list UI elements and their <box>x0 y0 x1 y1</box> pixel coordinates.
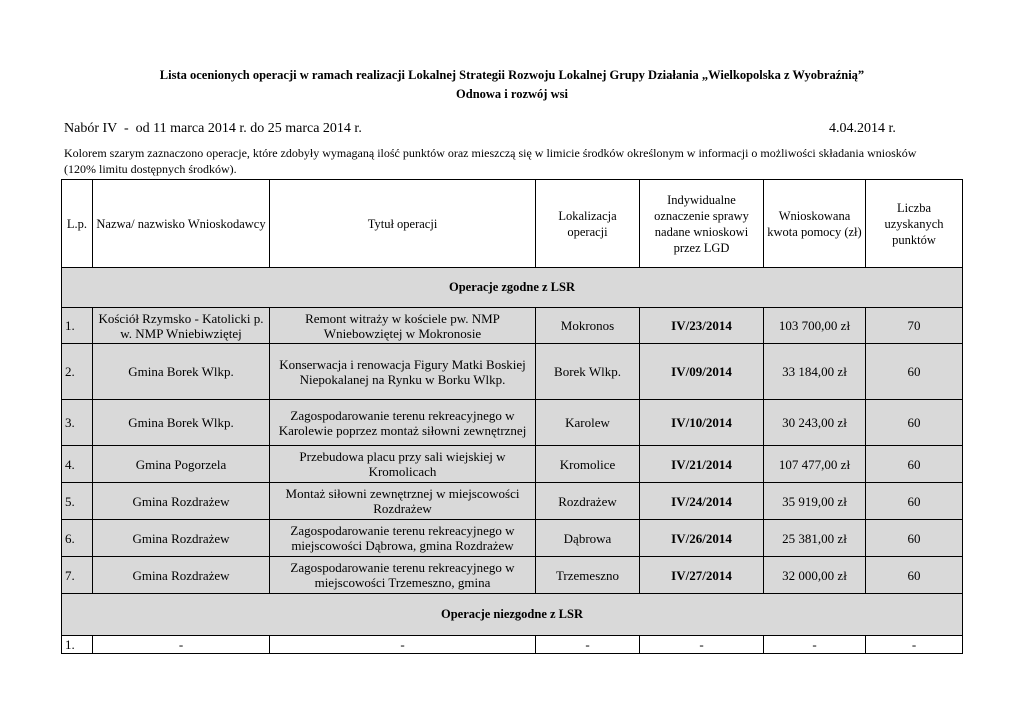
cell-lokalizacja: Mokronos <box>536 308 640 344</box>
cell-lp: 4. <box>62 446 93 483</box>
cell-nazwa: Gmina Pogorzela <box>93 446 270 483</box>
cell-punkty: 60 <box>866 520 963 557</box>
cell-nazwa: Gmina Rozdrażew <box>93 520 270 557</box>
cell-oznaczenie: - <box>640 636 764 654</box>
cell-kwota: 33 184,00 zł <box>764 344 866 400</box>
cell-nazwa: Gmina Borek Wlkp. <box>93 344 270 400</box>
section-row-zgodne <box>62 268 963 308</box>
cell-lokalizacja: - <box>536 636 640 654</box>
table-row <box>62 308 963 344</box>
cell-kwota: 107 477,00 zł <box>764 446 866 483</box>
col-header-nazwa: Nazwa/ nazwisko Wnioskodawcy <box>93 180 270 268</box>
cell-lokalizacja: Trzemeszno <box>536 557 640 594</box>
cell-oznaczenie: IV/27/2014 <box>640 557 764 594</box>
document-title <box>0 66 1024 104</box>
cell-kwota: 25 381,00 zł <box>764 520 866 557</box>
table-row <box>62 446 963 483</box>
table-row <box>62 520 963 557</box>
cell-lp: 2. <box>62 344 93 400</box>
cell-kwota: 35 919,00 zł <box>764 483 866 520</box>
col-header-punkty: Liczba uzyskanych punktów <box>866 180 963 268</box>
cell-lp: 5. <box>62 483 93 520</box>
cell-lokalizacja: Rozdrażew <box>536 483 640 520</box>
col-header-lokalizacja: Lokalizacja operacji <box>536 180 640 268</box>
cell-tytul <box>270 400 536 446</box>
cell-tytul-text: Zagospodarowanie terenu rekreacyjnego w Karolewie poprzez montaż siłowni zewnętrznej <box>278 407 527 438</box>
cell-punkty: 60 <box>866 344 963 400</box>
cell-lokalizacja: Karolew <box>536 400 640 446</box>
section-label-zgodne: Operacje zgodne z LSR <box>62 268 963 308</box>
cell-tytul: Montaż siłowni zewnętrznej w miejscowości Rozdrażew <box>270 483 536 520</box>
table-row <box>62 400 963 446</box>
cell-kwota: 32 000,00 zł <box>764 557 866 594</box>
cell-oznaczenie: IV/09/2014 <box>640 344 764 400</box>
section-label-niezgodne: Operacje niezgodne z LSR <box>62 594 963 636</box>
table-row <box>62 483 963 520</box>
cell-nazwa: Kościół Rzymsko - Katolicki p. w. NMP Wniebiwziętej <box>93 308 270 344</box>
title-line-2: Odnowa i rozwój wsi <box>456 87 568 101</box>
highlight-note: Kolorem szarym zaznaczono operacje, które zdobyły wymaganą ilość punktów oraz mieszczą się w limicie środków określonym w informacji o możliwości składania wniosków (120% limitu dostępnych środków). <box>64 146 917 176</box>
table-row <box>62 344 963 400</box>
cell-nazwa: Gmina Rozdrażew <box>93 557 270 594</box>
section-row-niezgodne <box>62 594 963 636</box>
cell-tytul: Konserwacja i renowacja Figury Matki Boskiej Niepokalanej na Rynku w Borku Wlkp. <box>270 344 536 400</box>
cell-kwota: - <box>764 636 866 654</box>
cell-kwota: 103 700,00 zł <box>764 308 866 344</box>
cell-kwota: 30 243,00 zł <box>764 400 866 446</box>
cell-tytul: Remont witraży w kościele pw. NMP Wniebowziętej w Mokronosie <box>270 308 536 344</box>
col-header-tytul: Tytuł operacji <box>270 180 536 268</box>
cell-lokalizacja: Kromolice <box>536 446 640 483</box>
cell-tytul: - <box>270 636 536 654</box>
cell-tytul: Zagospodarowanie terenu rekreacyjnego w miejscowości Dąbrowa, gmina Rozdrażew <box>270 520 536 557</box>
table-row <box>62 557 963 594</box>
cell-punkty: 60 <box>866 400 963 446</box>
cell-lp: 6. <box>62 520 93 557</box>
cell-lp: 3. <box>62 400 93 446</box>
cell-oznaczenie: IV/24/2014 <box>640 483 764 520</box>
table-row <box>62 636 963 654</box>
cell-punkty: - <box>866 636 963 654</box>
document-date: 4.04.2014 r. <box>829 121 896 136</box>
nabor-info: Nabór IV - od 11 marca 2014 r. do 25 marca 2014 r. <box>64 121 362 136</box>
cell-lp: 7. <box>62 557 93 594</box>
cell-lokalizacja: Dąbrowa <box>536 520 640 557</box>
col-header-oznaczenie: Indywidualne oznaczenie sprawy nadane wnioskowi przez LGD <box>640 180 764 268</box>
cell-tytul: Zagospodarowanie terenu rekreacyjnego w miejscowości Trzemeszno, gmina <box>270 557 536 594</box>
cell-oznaczenie: IV/26/2014 <box>640 520 764 557</box>
cell-oznaczenie: IV/10/2014 <box>640 400 764 446</box>
col-header-lp: L.p. <box>62 180 93 268</box>
col-header-kwota: Wnioskowana kwota pomocy (zł) <box>764 180 866 268</box>
cell-punkty: 60 <box>866 483 963 520</box>
table-header-row <box>62 180 963 268</box>
title-line-1: Lista ocenionych operacji w ramach realizacji Lokalnej Strategii Rozwoju Lokalnej Grupy Działania „Wielkopolska z Wyobraźnią” <box>159 68 865 82</box>
cell-lp: 1. <box>62 636 93 654</box>
cell-punkty: 60 <box>866 446 963 483</box>
cell-lokalizacja: Borek Wlkp. <box>536 344 640 400</box>
cell-punkty: 70 <box>866 308 963 344</box>
cell-nazwa: Gmina Rozdrażew <box>93 483 270 520</box>
operations-table <box>61 179 963 654</box>
cell-nazwa: Gmina Borek Wlkp. <box>93 400 270 446</box>
cell-tytul: Przebudowa placu przy sali wiejskiej w Kromolicach <box>270 446 536 483</box>
cell-nazwa: - <box>93 636 270 654</box>
cell-oznaczenie: IV/21/2014 <box>640 446 764 483</box>
cell-lp: 1. <box>62 308 93 344</box>
cell-punkty: 60 <box>866 557 963 594</box>
cell-oznaczenie: IV/23/2014 <box>640 308 764 344</box>
